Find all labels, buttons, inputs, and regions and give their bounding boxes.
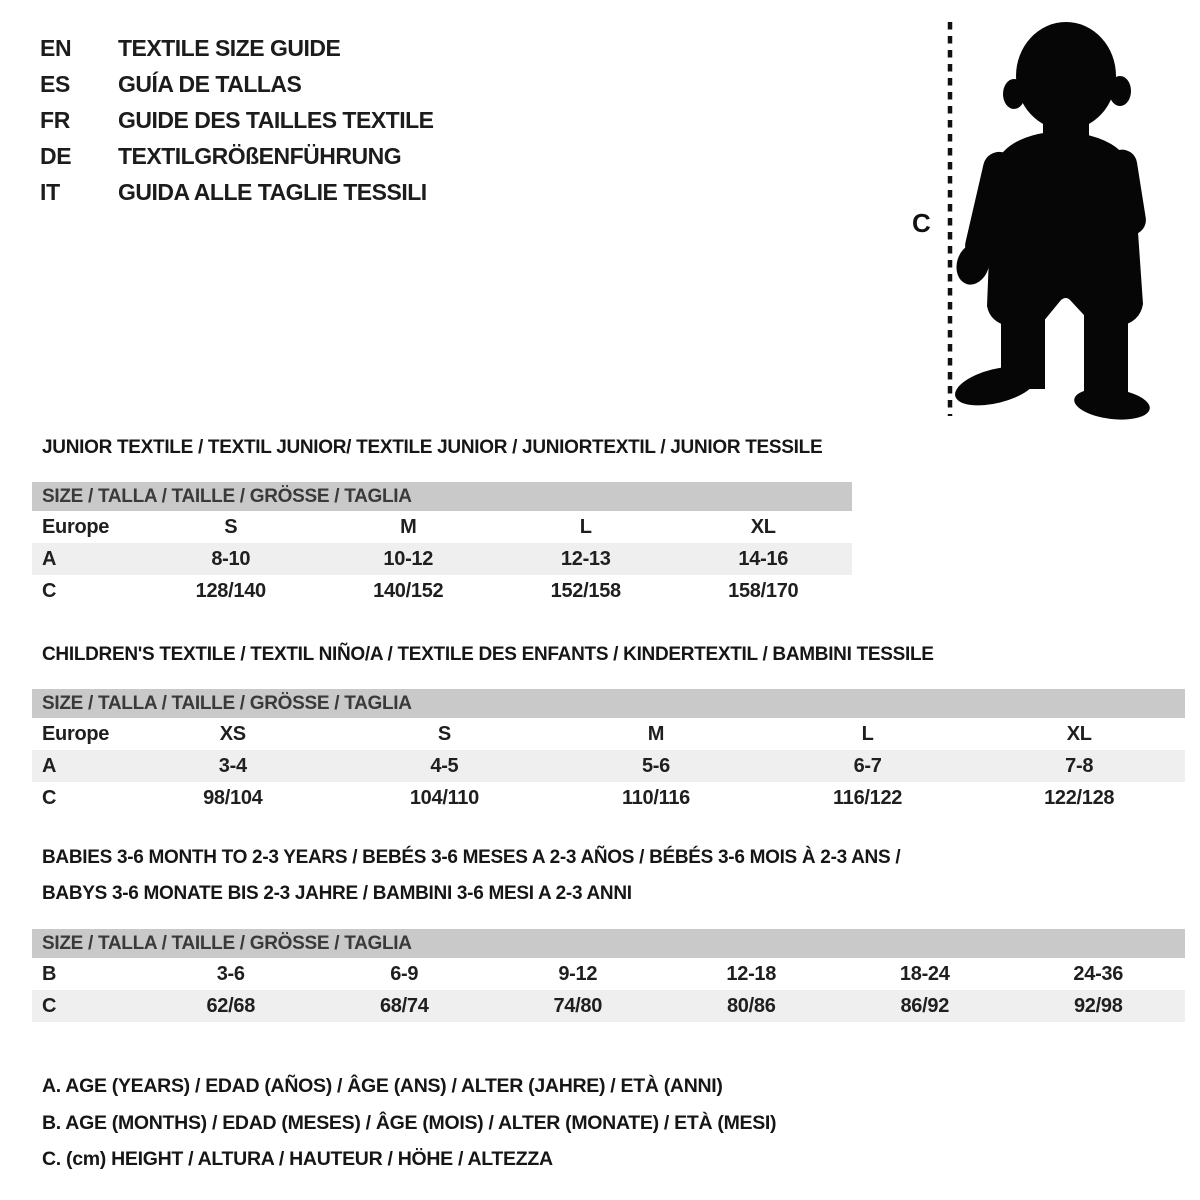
legend-age-years: A. AGE (YEARS) / EDAD (AÑOS) / ÂGE (ANS) / ALTER (JAHRE) / ETÀ (ANNI): [42, 1075, 723, 1097]
table-cell: M: [400, 515, 417, 538]
table-cell: 68/74: [379, 994, 429, 1017]
table-cell: 14-16: [738, 547, 789, 570]
row-label: C: [42, 994, 57, 1017]
table-cell: L: [861, 722, 874, 745]
table-cell: XL: [750, 515, 776, 538]
row-label: A: [42, 754, 57, 777]
babies-heading-line-1: BABIES 3-6 MONTH TO 2-3 YEARS / BEBÉS 3-6 MESES A 2-3 AÑOS / BÉBÉS 3-6 MOIS À 2-3 ANS /: [42, 847, 901, 868]
size-header-bar: SIZE / TALLA / TAILLE / GRÖSSE / TAGLIA: [32, 689, 1185, 718]
table-cell: M: [647, 722, 665, 745]
table-row: [32, 575, 852, 607]
table-cell: 4-5: [430, 754, 459, 777]
language-code: ES: [40, 70, 71, 97]
language-row: [40, 102, 434, 138]
language-row: [40, 138, 434, 174]
junior-size-table: [32, 482, 852, 607]
row-label: C: [42, 579, 57, 602]
table-cell: S: [437, 722, 451, 745]
row-label: Europe: [42, 515, 110, 538]
row-label: B: [42, 962, 57, 985]
size-header-bar: SIZE / TALLA / TAILLE / GRÖSSE / TAGLIA: [32, 482, 852, 511]
table-row: [32, 543, 852, 575]
size-header-bar: SIZE / TALLA / TAILLE / GRÖSSE / TAGLIA: [32, 929, 1185, 958]
guide-title: GUIDA ALLE TAGLIE TESSILI: [118, 178, 427, 205]
table-cell: 8-10: [211, 547, 251, 570]
babies-heading-line-2: BABYS 3-6 MONATE BIS 2-3 JAHRE / BAMBINI 3-6 MESI A 2-3 ANNI: [42, 883, 632, 904]
children-size-table: [32, 689, 1185, 814]
table-cell: 74/80: [553, 994, 603, 1017]
table-cell: XS: [219, 722, 246, 745]
language-code: IT: [40, 178, 60, 205]
language-row: [40, 174, 434, 210]
table-row: [32, 718, 1185, 750]
table-cell: 62/68: [206, 994, 256, 1017]
table-cell: 5-6: [641, 754, 670, 777]
table-cell: 158/170: [728, 579, 799, 602]
table-cell: 86/92: [900, 994, 950, 1017]
table-cell: 3-6: [216, 962, 245, 985]
table-row: [32, 750, 1185, 782]
table-row: [32, 958, 1185, 990]
table-cell: S: [224, 515, 238, 538]
table-cell: 92/98: [1073, 994, 1123, 1017]
table-cell: 12-18: [726, 962, 777, 985]
table-cell: 122/128: [1044, 786, 1115, 809]
table-cell: 12-13: [560, 547, 611, 570]
table-row: [32, 990, 1185, 1022]
table-cell: L: [579, 515, 592, 538]
table-cell: 3-4: [218, 754, 247, 777]
table-cell: XL: [1066, 722, 1092, 745]
guide-title: GUIDE DES TAILLES TEXTILE: [118, 106, 434, 133]
language-code: DE: [40, 142, 72, 169]
table-cell: 10-12: [383, 547, 434, 570]
guide-title: TEXTILGRÖßENFÜHRUNG: [118, 142, 402, 169]
language-row: [40, 30, 434, 66]
row-label: A: [42, 547, 57, 570]
table-cell: 116/122: [833, 786, 903, 809]
table-cell: 7-8: [1065, 754, 1094, 777]
table-cell: 9-12: [558, 962, 598, 985]
table-cell: 98/104: [203, 786, 263, 809]
language-code: FR: [40, 106, 71, 133]
row-label: C: [42, 786, 57, 809]
children-section-heading: CHILDREN'S TEXTILE / TEXTIL NIÑO/A / TEXTILE DES ENFANTS / KINDERTEXTIL / BAMBINI TESSILE: [42, 644, 934, 665]
table-cell: 24-36: [1073, 962, 1124, 985]
row-label: Europe: [42, 722, 110, 745]
legend-age-months: B. AGE (MONTHS) / EDAD (MESES) / ÂGE (MOIS) / ALTER (MONATE) / ETÀ (MESI): [42, 1111, 777, 1134]
table-row: [32, 511, 852, 543]
table-cell: 128/140: [195, 579, 266, 602]
table-row: [32, 782, 1185, 814]
guide-title: GUÍA DE TALLAS: [118, 70, 302, 97]
guide-title: TEXTILE SIZE GUIDE: [118, 34, 341, 61]
measurement-legend: [42, 1068, 776, 1178]
table-cell: 6-9: [390, 962, 419, 985]
height-measure-label: C: [912, 208, 931, 238]
babies-section-heading: [42, 840, 900, 912]
babies-size-table: [32, 929, 1185, 1022]
legend-height-cm: C. (cm) HEIGHT / ALTURA / HAUTEUR / HÖHE / ALTEZZA: [42, 1148, 553, 1170]
table-cell: 80/86: [726, 994, 776, 1017]
baby-silhouette-icon: [900, 14, 1150, 422]
table-cell: 110/116: [621, 786, 690, 809]
table-cell: 140/152: [373, 579, 444, 602]
junior-section-heading: JUNIOR TEXTILE / TEXTIL JUNIOR/ TEXTILE JUNIOR / JUNIORTEXTIL / JUNIOR TESSILE: [42, 437, 823, 458]
table-cell: 104/110: [409, 786, 479, 809]
table-cell: 6-7: [853, 754, 882, 777]
language-row: [40, 66, 434, 102]
language-code: EN: [40, 34, 72, 61]
table-cell: 18-24: [899, 962, 950, 985]
baby-silhouette-shape: [951, 22, 1150, 422]
table-cell: 152/158: [550, 579, 621, 602]
language-title-list: [40, 30, 434, 210]
